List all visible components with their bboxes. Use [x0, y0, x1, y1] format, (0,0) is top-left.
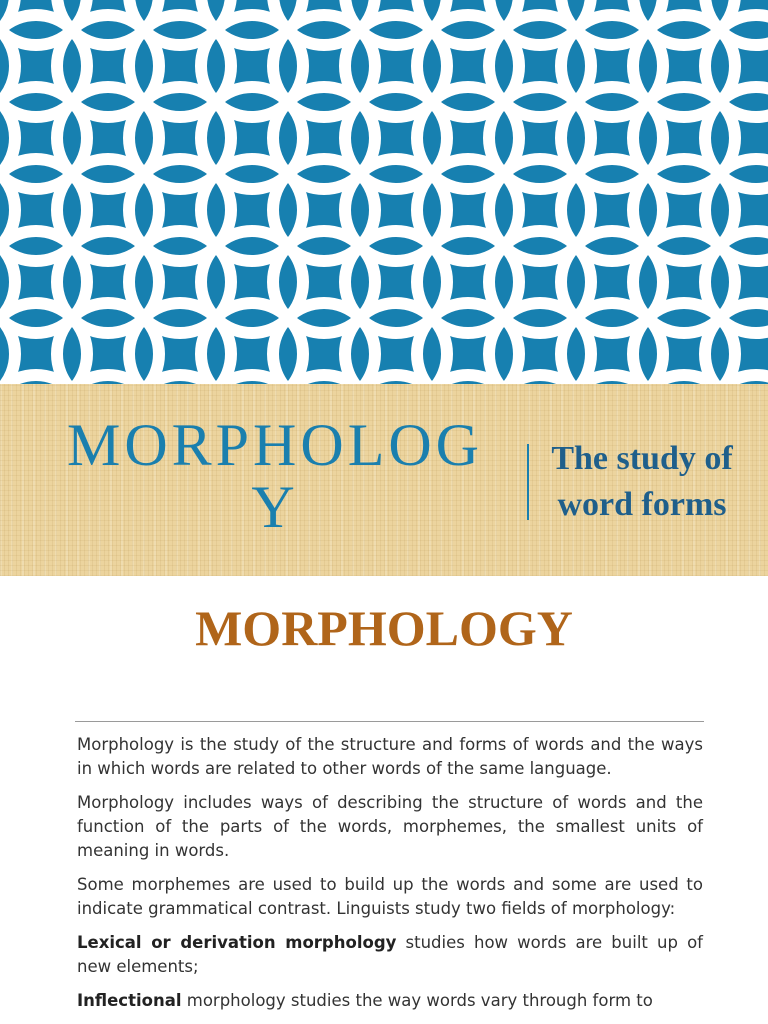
paragraph-4-text: studies how words are built up of new elements;	[77, 933, 703, 976]
paragraph-5-text: morphology studies the way words vary through form to	[181, 991, 653, 1010]
body-text	[77, 733, 703, 1023]
paragraph-3-text: Some morphemes are used to build up the words and some are used to indicate grammatical contrast. Linguists study two fields of morphology:	[77, 875, 703, 918]
slide-title-line-2: Y	[251, 474, 299, 540]
title-band	[0, 384, 768, 576]
slide-subtitle	[532, 436, 752, 528]
heading-divider	[75, 721, 704, 722]
slide-subtitle-line-2: word forms	[557, 486, 727, 523]
pattern-graphic	[0, 0, 768, 384]
content-slide	[0, 576, 768, 1024]
paragraph-1	[77, 733, 703, 781]
content-heading: MORPHOLOGY	[195, 600, 573, 656]
paragraph-2	[77, 791, 703, 863]
slide-subtitle-line-1: The study of	[551, 440, 733, 477]
paragraph-4-term: Lexical or derivation morphology	[77, 933, 397, 952]
slide-title-line-1: MORPHOLOG	[66, 412, 484, 478]
paragraph-5-term: Inflectional	[77, 991, 182, 1010]
paragraph-3	[77, 873, 703, 921]
paragraph-5	[77, 989, 703, 1013]
paragraph-2-text: Morphology includes ways of describing the structure of words and the function of the parts of the words, morphemes, the smallest units of meaning in words.	[77, 793, 703, 860]
slide-title	[40, 414, 510, 538]
pattern-rings	[0, 0, 768, 384]
paragraph-1-text: Morphology is the study of the structure and forms of words and the ways in which words are related to other words of the same language.	[77, 735, 703, 778]
interlocking-circles-pattern	[0, 0, 768, 384]
paragraph-4	[77, 931, 703, 979]
title-divider	[527, 444, 529, 520]
